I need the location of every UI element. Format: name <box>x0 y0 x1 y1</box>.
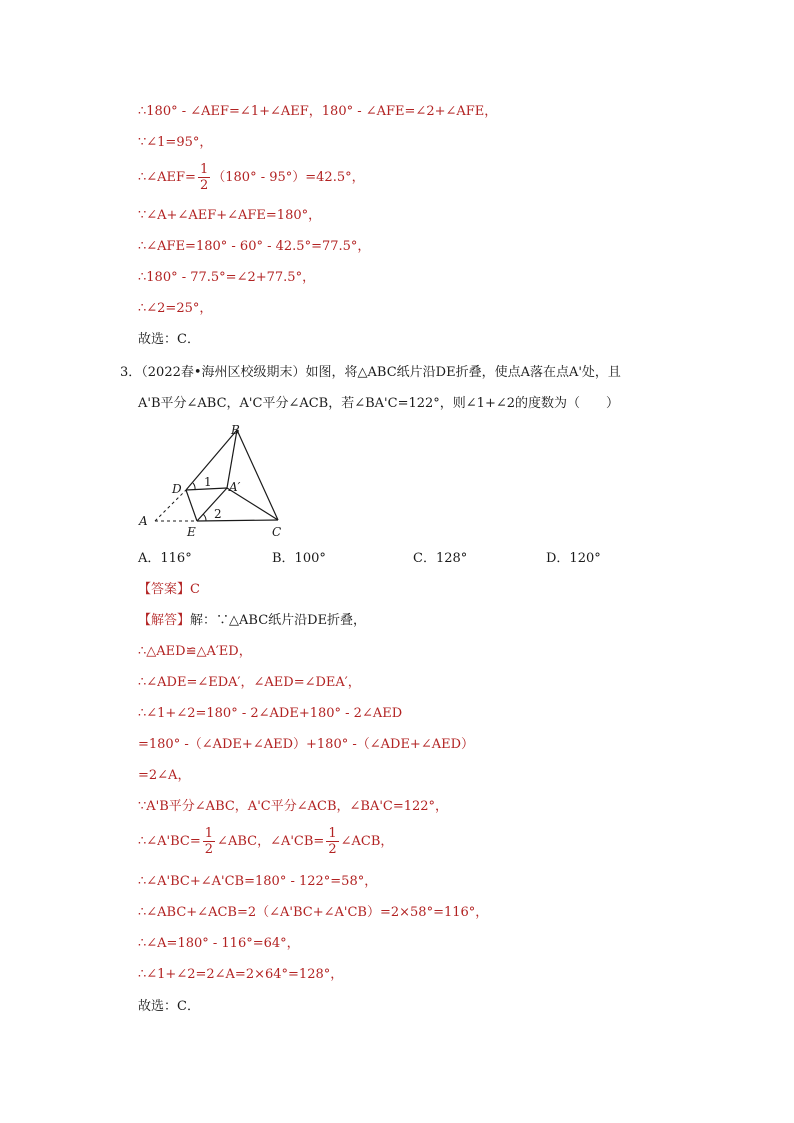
fraction-half <box>198 162 210 193</box>
fraction-numerator-2: 1 <box>328 826 337 841</box>
prev-solution-line-5: ∴∠AFE=180° - 60° - 42.5°=77.5°， <box>138 239 371 254</box>
answer-tag: 【答案】 <box>138 582 191 597</box>
prev-solution-line-3-b: （180° - 95°）=42.5°， <box>212 170 365 185</box>
triangle-fold-figure <box>130 420 300 540</box>
prev-solution-line-3 <box>138 162 365 193</box>
question-line-1: 3．（2022春•海州区校级期末）如图，将△ABC纸片沿DE折叠，使点A落在点A'处，且 <box>120 365 621 380</box>
prev-solution-line-2: ∵∠1=95°， <box>138 135 213 150</box>
label-E: E <box>187 525 196 539</box>
solution-line-7-a: ∴∠A'BC= <box>138 834 201 849</box>
option-b: B．100° <box>272 551 326 566</box>
segment-E-C <box>197 520 278 521</box>
label-angle-2: 2 <box>214 507 222 521</box>
solution-line-9: ∴∠ABC+∠ACB=2（∠A'BC+∠A'CB）=2×58°=116°， <box>138 905 489 920</box>
prev-solution-line-1: ∴180° - ∠AEF=∠1+∠AEF，180° - ∠AFE=∠2+∠AFE， <box>138 104 498 119</box>
solution-intro-line <box>138 612 366 630</box>
label-B: B <box>231 423 240 437</box>
solution-line-5: =2∠A， <box>138 768 191 783</box>
solution-line-4: =180° -（∠ADE+∠AED）+180° -（∠ADE+∠AED） <box>138 737 475 752</box>
solution-line-3: ∴∠1+∠2=180° - 2∠ADE+180° - 2∠AED <box>138 706 403 721</box>
fraction-numerator: 1 <box>199 162 209 177</box>
solution-line-7-c: ∠ACB， <box>340 834 394 849</box>
segment-D-E <box>186 490 197 521</box>
label-D: D <box>172 482 182 496</box>
solution-line-1: ∴△AED≌△A′ED， <box>138 644 252 659</box>
option-d: D．120° <box>546 551 601 566</box>
segment-E-Aprime <box>197 488 227 521</box>
solution-line-2: ∴∠ADE=∠EDA′，∠AED=∠DEA′， <box>138 675 361 690</box>
angle-2-arc <box>203 514 206 521</box>
solution-intro: 解：∵△ABC纸片沿DE折叠， <box>190 613 367 628</box>
prev-solution-line-6: ∴180° - 77.5°=∠2+77.5°， <box>138 270 316 285</box>
fraction-denominator-2: 2 <box>328 842 337 857</box>
label-C: C <box>272 525 282 539</box>
fraction-half-1 <box>203 826 215 857</box>
option-a: A．116° <box>138 551 192 566</box>
label-A: A <box>139 514 148 528</box>
fraction-numerator-1: 1 <box>204 826 214 841</box>
solution-line-7-b: ∠ABC，∠A'CB= <box>217 834 325 849</box>
prev-solution-line-4: ∵∠A+∠AEF+∠AFE=180°， <box>138 208 322 223</box>
solution-line-7 <box>138 826 393 857</box>
label-A-prime: A′ <box>229 480 241 494</box>
prev-solution-line-8: 故选：C． <box>138 332 200 347</box>
fraction-denominator: 2 <box>199 178 209 193</box>
fraction-denominator-1: 2 <box>204 842 214 857</box>
solution-line-8: ∴∠A'BC+∠A'CB=180° - 122°=58°， <box>138 874 378 889</box>
solution-line-12: 故选：C． <box>138 999 200 1014</box>
option-c: C．128° <box>413 551 468 566</box>
question-line-2: A'B平分∠ABC，A'C平分∠ACB，若∠BA'C=122°，则∠1+∠2的度数为（ ） <box>138 396 620 411</box>
solution-line-11: ∴∠1+∠2=2∠A=2×64°=128°， <box>138 967 344 982</box>
fraction-half-2 <box>326 826 338 857</box>
angle-1-arc <box>193 483 195 490</box>
solution-tag: 【解答】 <box>138 613 191 628</box>
prev-solution-line-7: ∴∠2=25°， <box>138 301 213 316</box>
prev-solution-line-3-a: ∴∠AEF= <box>138 170 196 185</box>
solution-line-6: ∵A'B平分∠ABC，A'C平分∠ACB，∠BA'C=122°， <box>138 799 449 814</box>
label-angle-1: 1 <box>204 475 212 489</box>
answer-value: C <box>190 582 200 597</box>
solution-line-10: ∴∠A=180° - 116°=64°， <box>138 936 300 951</box>
answer-line <box>138 581 200 599</box>
